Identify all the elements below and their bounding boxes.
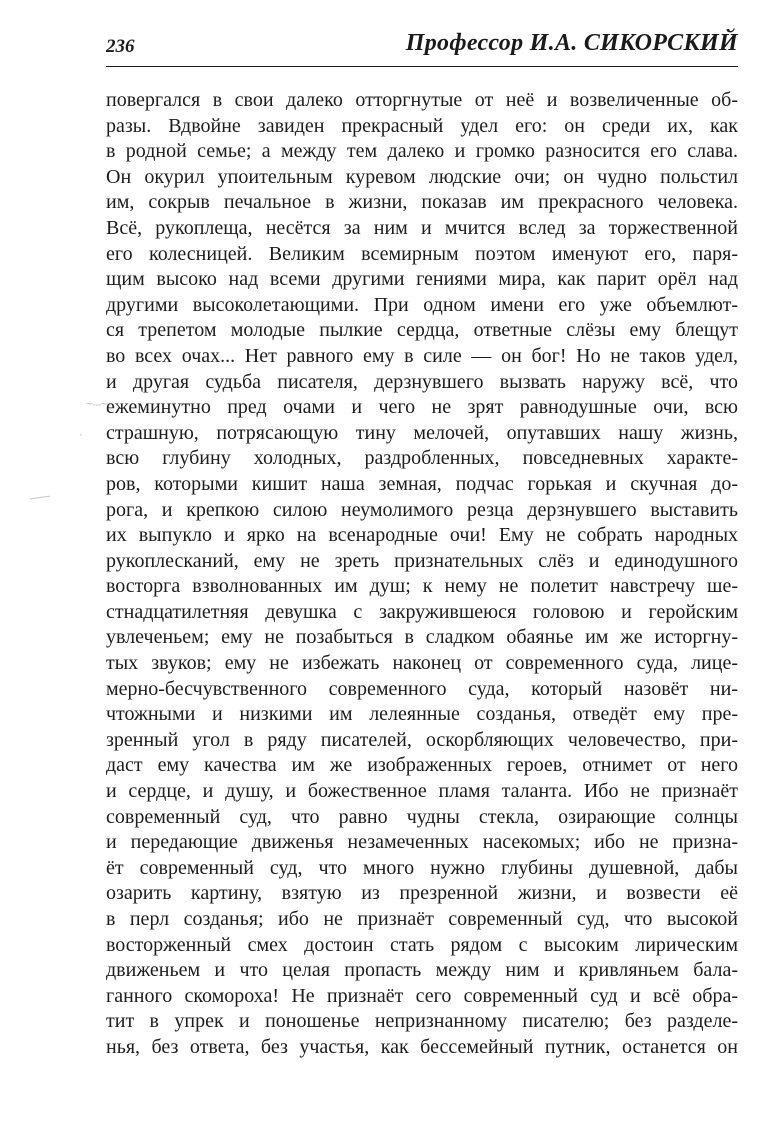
text-line: озарить картину, взятую из презренной жизни, и возвести её <box>106 882 738 905</box>
text-line: ежеминутно пред очами и чего не зрят равнодушные очи, всю <box>106 396 738 419</box>
text-line: их выпукло и ярко на всенародные очи! Ему не собрать народных <box>106 524 738 547</box>
text-line: в перл созданья; ибо не признаёт современный суд, что высокой <box>106 908 738 930</box>
text-line: современный суд, что равно чудны стекла, озирающие солнцы <box>106 805 738 828</box>
text-line: ёт современный суд, что много нужно глубины душевной, дабы <box>106 856 738 879</box>
running-head <box>106 30 738 64</box>
text-line: ров, которыми кишит наша земная, подчас горькая и скучная до- <box>106 472 738 495</box>
text-line: и сердце, и душу, и божественное пламя таланта. Ибо не признаёт <box>106 780 738 803</box>
page-number: 236 <box>106 36 135 57</box>
text-line: во всех очах... Нет равного ему в силе — он бог! Но не таков удел, <box>106 344 738 367</box>
text-line: зренный угол в ряду писателей, оскорбляющих человечество, при- <box>106 728 738 751</box>
text-line: Всё, рукоплеща, несётся за ним и мчится вслед за торжественной <box>106 216 738 239</box>
text-line: чтожными и низкими им лелеянные созданья, отведёт ему пре- <box>106 703 738 726</box>
text-line: стнадцатилетняя девушка с закружившеюся головою и геройским <box>106 600 738 623</box>
text-line: движеньем и что целая пропасть между ним и кривляньем бала- <box>106 959 738 982</box>
text-line: и другая судьба писателя, дерзнувшего вызвать наружу всё, что <box>106 370 738 393</box>
text-line: нья, без ответа, без участья, как бессемейный путник, останется он <box>106 1035 738 1058</box>
text-line: восторженный смех достоин стать рядом с высоким лирическим <box>106 933 738 956</box>
header-rule <box>106 66 738 67</box>
text-line: его колесницей. Великим всемирным поэтом именуют его, паря- <box>106 242 738 265</box>
text-line: восторга взволнованных им душ; к нему не полетит навстречу ше- <box>106 575 738 598</box>
body-text <box>106 88 738 1061</box>
text-line: ся трепетом молодые пылкие сердца, ответные слёзы ему блещут <box>106 319 738 342</box>
margin-pencil-mark: ~·-·~ <box>86 397 108 411</box>
text-line: Он окурил упоительным куревом людские очи; он чудно польстил <box>106 165 738 188</box>
text-line: им, сокрыв печальное в жизни, показав им прекрасного человека. <box>106 191 738 214</box>
text-line: другими высоколетающими. При одном имени его уже объемлют- <box>106 293 738 316</box>
text-line: в родной семье; а между тем далеко и громко разносится его слава. <box>106 140 738 163</box>
text-line: тых звуков; ему не избежать наконец от современного суда, лице- <box>106 652 738 675</box>
text-line: повергался в свои далеко отторгнутые от неё и возвеличенные об- <box>106 89 738 111</box>
text-line: страшную, потрясающую тину мелочей, опутавших нашу жизнь, <box>106 421 738 444</box>
text-line: щим высоко над всеми другими гениями мира, как парит орёл над <box>106 268 738 291</box>
margin-pencil-mark: · <box>79 427 83 441</box>
text-line: тит в упрек и поношенье непризнанному писателю; без разделе- <box>106 1010 738 1033</box>
text-line: мерно-бесчувственного современного суда, который назовёт ни- <box>106 677 738 700</box>
running-title: Профессор И.А. СИКОРСКИЙ <box>405 30 738 56</box>
text-line: даст ему качества им же изображенных героев, отнимет от него <box>106 754 738 777</box>
margin-pencil-mark <box>30 496 50 500</box>
text-line: разы. Вдвойне завиден прекрасный удел его: он среди их, как <box>106 114 738 137</box>
text-line: рукоплесканий, ему не зреть признательных слёз и единодушного <box>106 549 738 572</box>
text-line: рога, и крепкою силою неумолимого резца дерзнувшего выставить <box>106 498 738 521</box>
text-line: ганного скомороха! Не признаёт сего современный суд и всё обра- <box>106 984 738 1007</box>
text-line: и передающие движенья незамеченных насекомых; ибо не призна- <box>106 831 738 854</box>
text-line: всю глубину холодных, раздробленных, повседневных характе- <box>106 447 738 470</box>
text-line: увлеченьем; ему не позабыться в сладком обаянье им же исторгну- <box>106 626 738 649</box>
